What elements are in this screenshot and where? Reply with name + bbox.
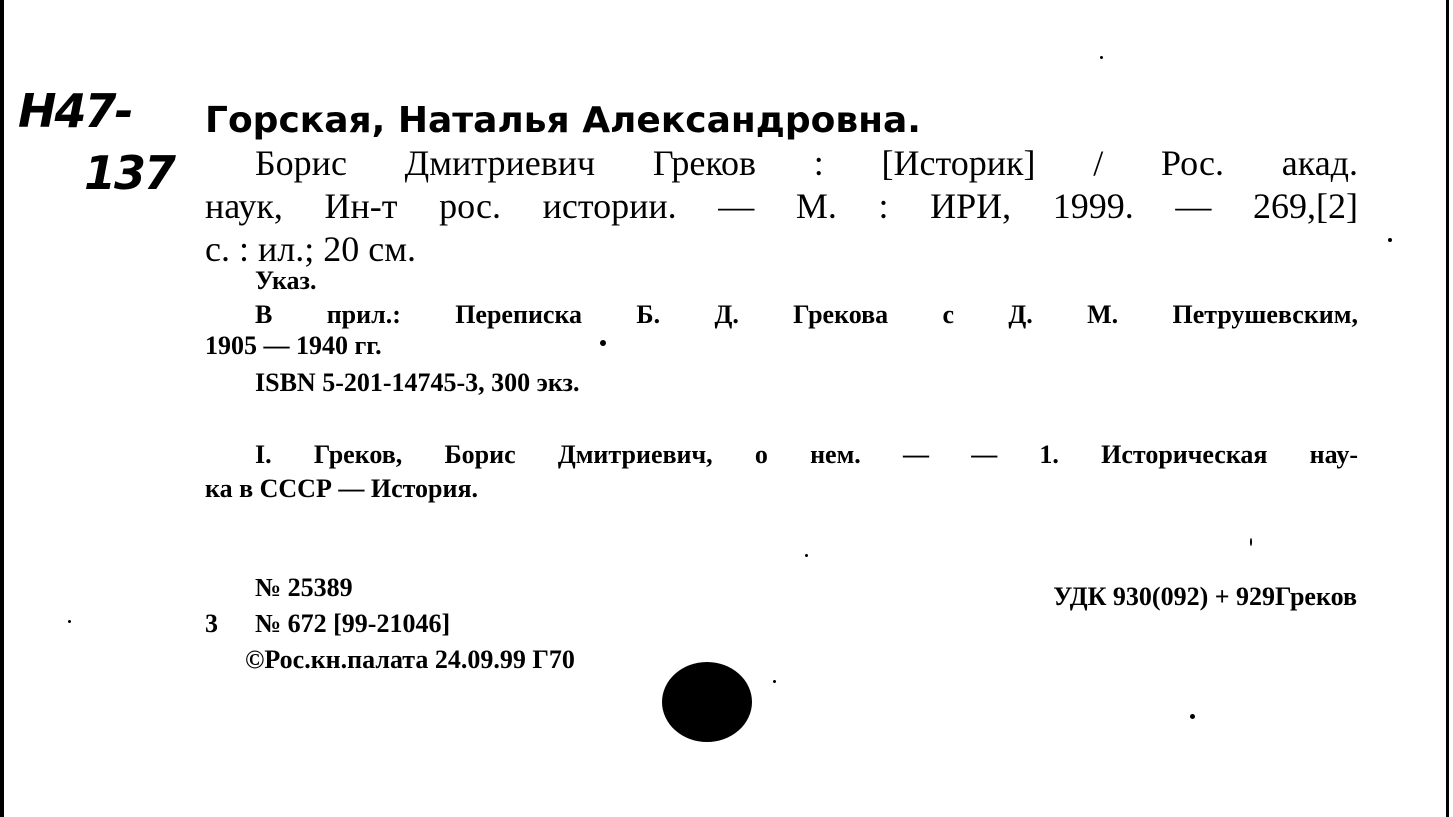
author-heading: Горская, Наталья Александровна.	[205, 100, 921, 141]
card-right-edge	[1446, 0, 1449, 817]
isbn-line: ISBN 5-201-14745-3, 300 экз.	[255, 368, 580, 397]
speck	[68, 620, 71, 623]
card-left-edge	[0, 0, 4, 817]
note-index: Указ.	[255, 266, 317, 295]
speck	[1388, 238, 1392, 242]
title-line-3: с. : ил.; 20 см.	[205, 229, 416, 269]
note-appendix-line-2: 1905 — 1940 гг.	[205, 331, 382, 360]
title-line-2: наук, Ин-т рос. истории. — М. : ИРИ, 1999. — 269,[2]	[205, 186, 1358, 226]
record-number-2: № 672 [99-21046]	[255, 609, 451, 638]
speck	[600, 340, 606, 346]
speck	[1190, 714, 1195, 719]
speck	[1100, 56, 1103, 59]
ink-blot	[662, 662, 752, 742]
subjects-line-1: I. Греков, Борис Дмитриевич, о нем. — — 1. Историческая нау-	[255, 440, 1358, 469]
book-chamber-line: ©Рос.кн.палата 24.09.99 Г70	[245, 645, 575, 674]
speck	[773, 680, 776, 683]
record-number-2-prefix: 3	[205, 609, 218, 638]
speck	[805, 554, 808, 557]
shelfmark-line-2: 137	[84, 146, 175, 200]
subjects-line-2: ка в СССР — История.	[205, 474, 479, 503]
title-line-1: Борис Дмитриевич Греков : [Историк] / Рос. акад.	[255, 143, 1358, 183]
note-appendix-line-1: В прил.: Переписка Б. Д. Грекова с Д. М. Петрушевским,	[255, 300, 1358, 329]
udk-code: УДК 930(092) + 929Греков	[1053, 582, 1357, 611]
shelfmark-line-1: Н47-	[18, 84, 132, 138]
record-number-1: № 25389	[255, 573, 353, 602]
speck	[1250, 538, 1252, 546]
